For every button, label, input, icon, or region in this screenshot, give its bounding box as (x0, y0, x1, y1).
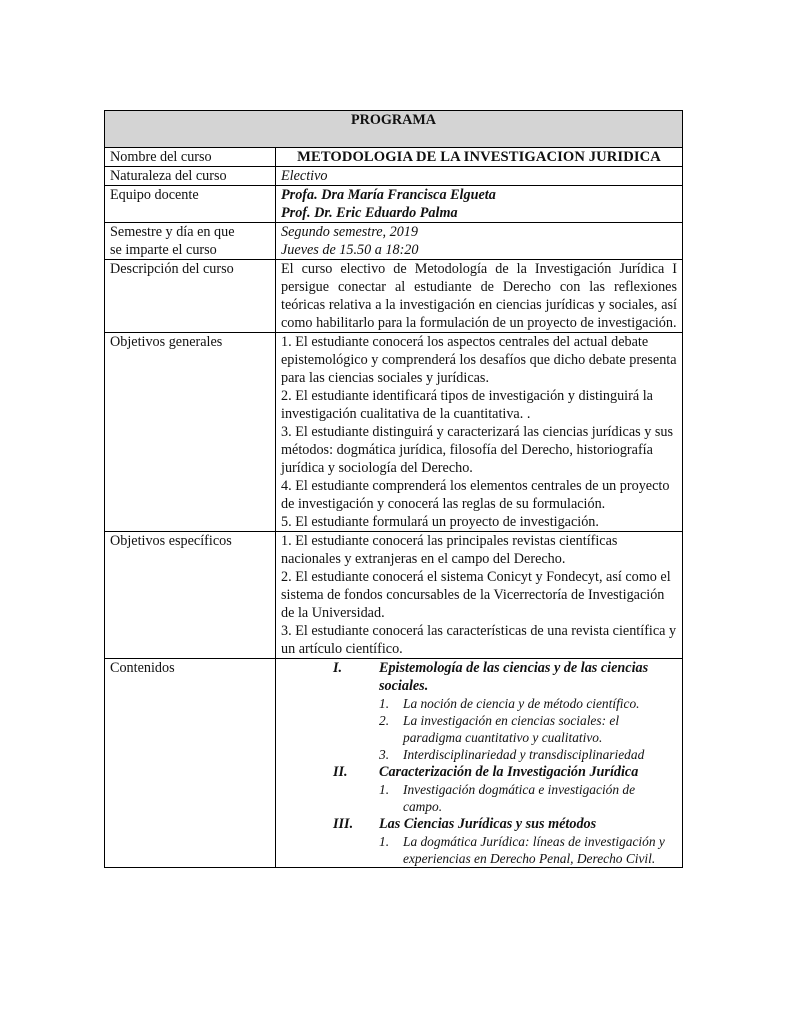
contents-section (333, 659, 677, 695)
specific-objectives-list (276, 532, 683, 659)
team-label: Equipo docente (105, 186, 276, 223)
section-numeral: II. (333, 764, 348, 780)
general-objective: 4. El estudiante comprenderá los elementos centrales de un proyecto de investigación y conocerá las reglas de su formulación. (281, 478, 670, 512)
item-number: 1. (379, 782, 390, 797)
nature-label: Naturaleza del curso (105, 167, 276, 186)
item-text: Investigación dogmática e investigación de campo. (403, 782, 636, 814)
section-numeral: I. (333, 660, 343, 676)
item-number: 3. (379, 747, 390, 762)
item-text: La noción de ciencia y de método científico. (403, 696, 640, 711)
semester-line: Segundo semestre, 2019 (281, 224, 418, 240)
row-course-name (105, 148, 683, 167)
general-objective: 2. El estudiante identificará tipos de investigación y distinguirá la investigación cualitativa de la cuantitativa. . (281, 388, 653, 422)
semester-label (105, 223, 276, 260)
section-title: Caracterización de la Investigación Jurídica (379, 764, 639, 780)
course-name-label: Nombre del curso (105, 148, 276, 167)
teacher-2: Prof. Dr. Eric Eduardo Palma (281, 205, 458, 221)
specific-objective: 1. El estudiante conocerá las principales revistas científicas nacionales y extranjeras en el campo del Derecho. (281, 533, 618, 567)
row-description (105, 260, 683, 333)
item-number: 1. (379, 834, 390, 849)
row-nature (105, 167, 683, 186)
contents-label: Contenidos (105, 659, 276, 868)
program-header: PROGRAMA (105, 111, 683, 148)
course-name-value: METODOLOGIA DE LA INVESTIGACION JURIDICA (276, 148, 683, 167)
item-number: 2. (379, 713, 390, 728)
contents-list (276, 659, 683, 868)
general-objectives-label: Objetivos generales (105, 333, 276, 532)
item-number: 1. (379, 696, 390, 711)
general-objective: 1. El estudiante conocerá los aspectos centrales del actual debate epistemológico y comprenderá los desafíos que dicho debate presenta para las ciencias sociales y jurídicas. (281, 334, 677, 386)
description-text: El curso electivo de Metodología de la Investigación Jurídica I persigue conectar al estudiante de Derecho con las reflexiones teóricas relativa a la investigación en ciencias jurídicas y sociales, así como habilitarlo para la formulación de un proyecto de investigación. (276, 260, 683, 333)
semester-label-line2: se imparte el curso (110, 242, 217, 258)
row-team (105, 186, 683, 223)
general-objective: 5. El estudiante formulará un proyecto de investigación. (281, 514, 599, 530)
contents-section (333, 763, 677, 781)
specific-objective: 3. El estudiante conocerá las características de una revista científica y un artículo científico. (281, 623, 677, 657)
section-title: Las Ciencias Jurídicas y sus métodos (379, 816, 597, 832)
contents-item (379, 746, 677, 763)
section-numeral: III. (333, 816, 354, 832)
row-general-objectives (105, 333, 683, 532)
teacher-1: Profa. Dra María Francisca Elgueta (281, 187, 496, 203)
general-objectives-list (276, 333, 683, 532)
item-text: La dogmática Jurídica: líneas de investigación y experiencias en Derecho Penal, Derecho Civil. (403, 834, 665, 866)
item-text: Interdisciplinariedad y transdisciplinariedad (403, 747, 645, 762)
contents-section (333, 815, 677, 833)
contents-item (379, 781, 677, 815)
specific-objectives-label: Objetivos específicos (105, 532, 276, 659)
section-title: Epistemología de las ciencias y de las ciencias sociales. (379, 660, 649, 694)
general-objective: 3. El estudiante distinguirá y caracterizará las ciencias jurídicas y sus métodos: dogmática jurídica, filosofía del Derecho, historiografía jurídica y sociología del Derecho. (281, 424, 673, 476)
row-contents (105, 659, 683, 868)
nature-value: Electivo (276, 167, 683, 186)
specific-objective: 2. El estudiante conocerá el sistema Conicyt y Fondecyt, así como el sistema de fondos concursables de la Vicerrectoría de Investigación de la Universidad. (281, 569, 671, 621)
semester-value (276, 223, 683, 260)
program-table (104, 110, 683, 868)
contents-item (379, 695, 677, 712)
header-row (105, 111, 683, 148)
row-specific-objectives (105, 532, 683, 659)
row-semester (105, 223, 683, 260)
semester-label-line1: Semestre y día en que (110, 224, 235, 240)
contents-item (379, 833, 677, 867)
schedule-line: Jueves de 15.50 a 18:20 (281, 242, 419, 258)
team-value (276, 186, 683, 223)
item-text: La investigación en ciencias sociales: el paradigma cuantitativo y cualitativo. (403, 713, 620, 745)
description-label: Descripción del curso (105, 260, 276, 333)
contents-item (379, 712, 677, 746)
